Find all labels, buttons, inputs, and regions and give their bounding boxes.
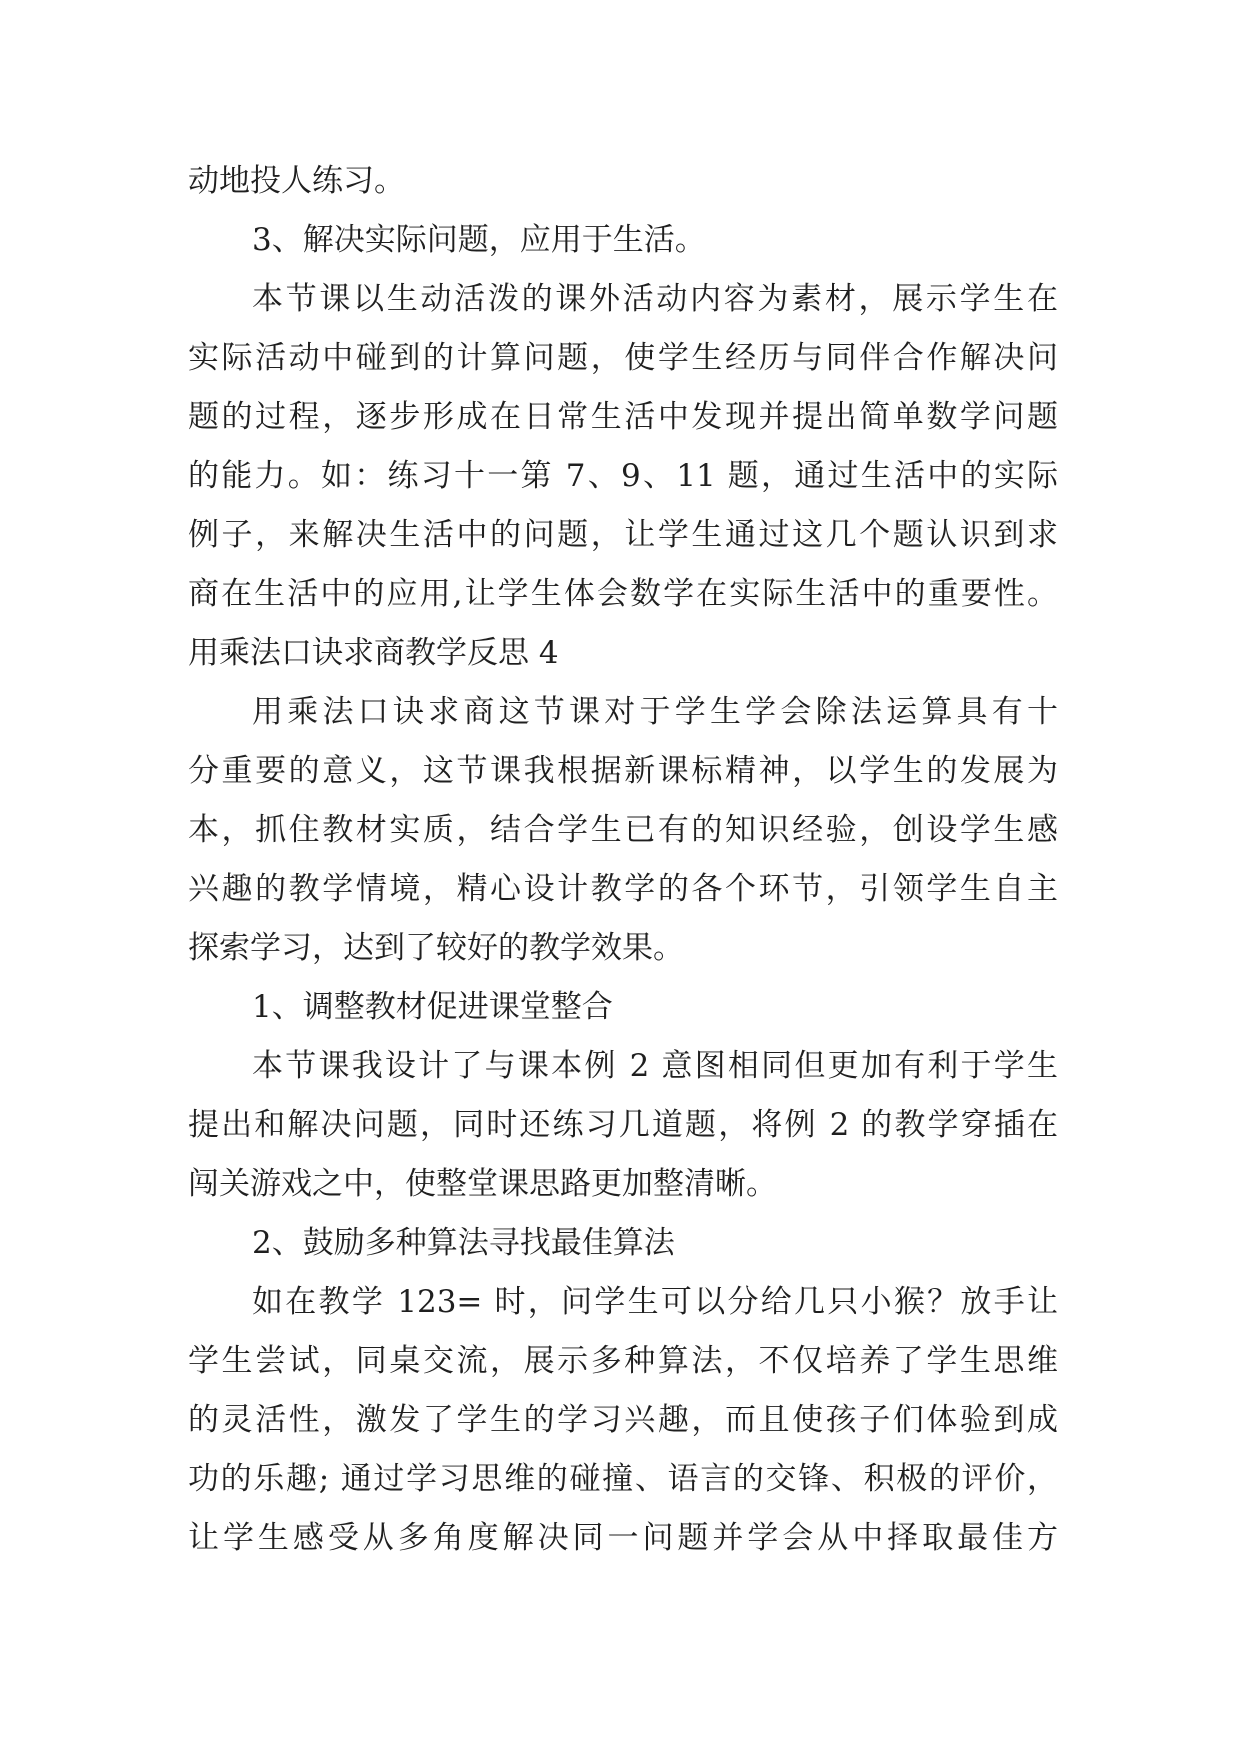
paragraph-line: 商在生活中的应用,让学生体会数学在实际生活中的重要性。 bbox=[188, 576, 1058, 612]
paragraph-line: 分重要的意义，这节课我根据新课标精神，以学生的发展为 bbox=[188, 753, 1058, 789]
paragraph-line: 如在教学 123= 时，问学生可以分给几只小猴？放手让 bbox=[252, 1284, 1058, 1320]
section-title: 用乘法口诀求商教学反思 4 bbox=[188, 635, 559, 671]
paragraph-line: 闯关游戏之中，使整堂课思路更加整清晰。 bbox=[188, 1166, 777, 1202]
paragraph-line: 提出和解决问题，同时还练习几道题，将例 2 的教学穿插在 bbox=[188, 1107, 1058, 1143]
text-line: 动地投人练习。 bbox=[188, 163, 405, 199]
paragraph-line: 本，抓住教材实质，结合学生已有的知识经验，创设学生感 bbox=[188, 812, 1058, 848]
paragraph-line: 本节课我设计了与课本例 2 意图相同但更加有利于学生 bbox=[252, 1048, 1058, 1084]
list-item-heading: 2、鼓励多种算法寻找最佳算法 bbox=[252, 1225, 675, 1261]
paragraph-line: 例子，来解决生活中的问题，让学生通过这几个题认识到求 bbox=[188, 517, 1058, 553]
paragraph-line: 题的过程，逐步形成在日常生活中发现并提出简单数学问题 bbox=[188, 399, 1058, 435]
paragraph-line: 学生尝试，同桌交流，展示多种算法，不仅培养了学生思维 bbox=[188, 1343, 1058, 1379]
paragraph-line: 兴趣的教学情境，精心设计教学的各个环节，引领学生自主 bbox=[188, 871, 1058, 907]
paragraph-line: 功的乐趣; 通过学习思维的碰撞、语言的交锋、积极的评价， bbox=[188, 1461, 1058, 1497]
list-item-heading: 3、解决实际问题，应用于生活。 bbox=[252, 222, 706, 258]
list-item-heading: 1、调整教材促进课堂整合 bbox=[252, 989, 613, 1025]
paragraph-line: 的灵活性，激发了学生的学习兴趣，而且使孩子们体验到成 bbox=[188, 1402, 1058, 1438]
paragraph-line: 让学生感受从多角度解决同一问题并学会从中择取最佳方 bbox=[188, 1520, 1058, 1556]
paragraph-line: 的能力。如：练习十一第 7、9、11 题，通过生活中的实际 bbox=[188, 458, 1058, 494]
paragraph-line: 本节课以生动活泼的课外活动内容为素材，展示学生在 bbox=[252, 281, 1058, 317]
paragraph-line: 探索学习，达到了较好的教学效果。 bbox=[188, 930, 684, 966]
paragraph-line: 用乘法口诀求商这节课对于学生学会除法运算具有十 bbox=[252, 694, 1058, 730]
paragraph-line: 实际活动中碰到的计算问题，使学生经历与同伴合作解决问 bbox=[188, 340, 1058, 376]
